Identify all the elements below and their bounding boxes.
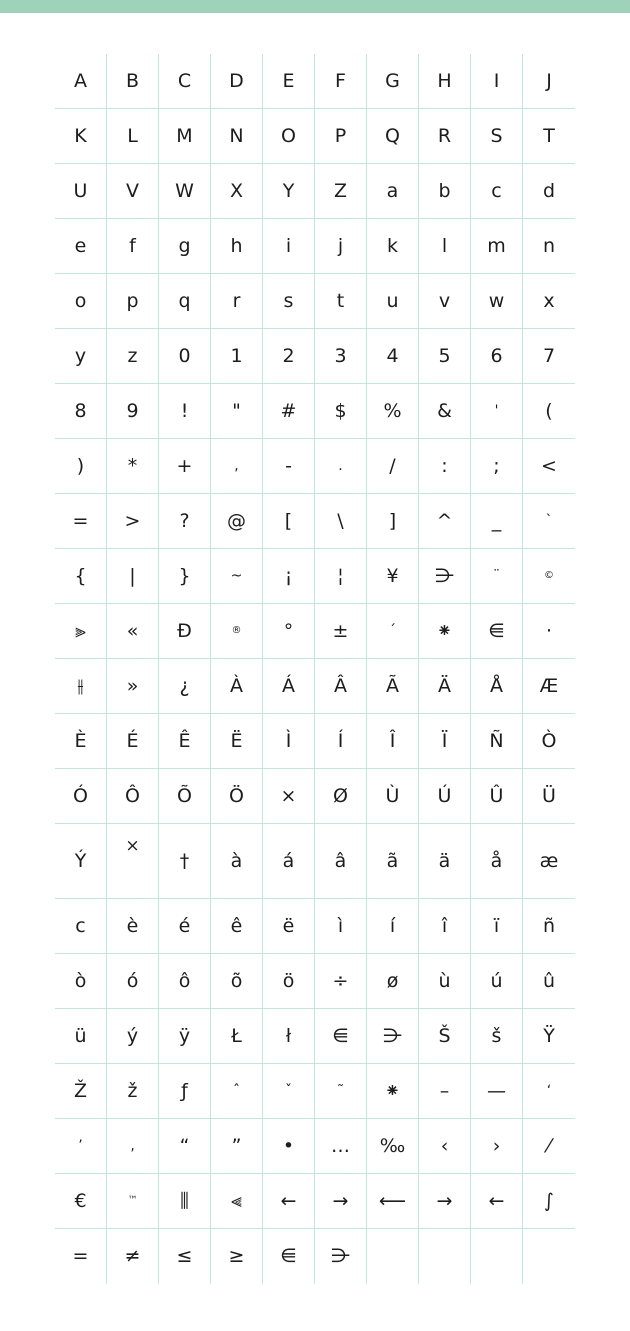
glyph-cell: ñ (523, 899, 575, 954)
glyph-cell: ! (159, 384, 211, 439)
glyph-cell: ^ (419, 494, 471, 549)
glyph-cell: Æ (523, 659, 575, 714)
glyph-cell: n (523, 219, 575, 274)
glyph-cell: [ (263, 494, 315, 549)
glyph-cell: C (159, 54, 211, 109)
glyph-cell: ’ (55, 1119, 107, 1174)
glyph-cell: ⁄ (523, 1119, 575, 1174)
glyph-cell: S (471, 109, 523, 164)
glyph-cell: ˜ (315, 1064, 367, 1119)
glyph-cell: X (211, 164, 263, 219)
glyph-cell: š (471, 1009, 523, 1064)
glyph-cell: = (55, 494, 107, 549)
glyph-cell: ⫼ (159, 1174, 211, 1229)
glyph-cell: v (419, 274, 471, 329)
glyph-cell: ‚ (107, 1119, 159, 1174)
glyph-cell: Û (471, 769, 523, 824)
glyph-cell: ⁕ (367, 1064, 419, 1119)
glyph-cell: Ä (419, 659, 471, 714)
glyph-cell: _ (471, 494, 523, 549)
glyph-cell: i (263, 219, 315, 274)
glyph-cell: j (315, 219, 367, 274)
glyph-cell: Î (367, 714, 419, 769)
glyph-cell: ⋹ (471, 604, 523, 659)
glyph-cell: ê (211, 899, 263, 954)
glyph-cell: ï (471, 899, 523, 954)
glyph-cell: Ö (211, 769, 263, 824)
glyph-cell: . (315, 439, 367, 494)
glyph-cell: D (211, 54, 263, 109)
glyph-cell: ] (367, 494, 419, 549)
glyph-cell: k (367, 219, 419, 274)
glyph-cell: O (263, 109, 315, 164)
glyph-cell: + (159, 439, 211, 494)
glyph-cell: ë (263, 899, 315, 954)
glyph-cell: Ì (263, 714, 315, 769)
glyph-cell: → (315, 1174, 367, 1229)
glyph-cell: ‰ (367, 1119, 419, 1174)
glyph-cell: ù (419, 954, 471, 1009)
glyph-cell: F (315, 54, 367, 109)
glyph-cell: L (107, 109, 159, 164)
glyph-cell: ≥ (211, 1229, 263, 1284)
glyph-cell: ˆ (211, 1064, 263, 1119)
glyph-cell: @ (211, 494, 263, 549)
glyph-cell: 7 (523, 329, 575, 384)
glyph-cell: , (211, 439, 263, 494)
glyph-cell: Z (315, 164, 367, 219)
glyph-cell (471, 1229, 523, 1284)
glyph-cell: © (523, 549, 575, 604)
glyph-cell: · (523, 604, 575, 659)
glyph-cell: ó (107, 954, 159, 1009)
glyph-cell: f (107, 219, 159, 274)
glyph-cell: ú (471, 954, 523, 1009)
glyph-cell: ´ (367, 604, 419, 659)
glyph-cell: o (55, 274, 107, 329)
glyph-cell: % (367, 384, 419, 439)
glyph-cell (367, 1229, 419, 1284)
glyph-cell: ¦ (315, 549, 367, 604)
glyph-cell: ò (55, 954, 107, 1009)
glyph-cell: t (315, 274, 367, 329)
glyph-cell: › (471, 1119, 523, 1174)
glyph-cell: ⟵ (367, 1174, 419, 1229)
glyph-cell: ≤ (159, 1229, 211, 1284)
glyph-cell: Ï (419, 714, 471, 769)
glyph-cell: B (107, 54, 159, 109)
glyph-cell: Y (263, 164, 315, 219)
glyph-cell: 3 (315, 329, 367, 384)
glyph-cell: J (523, 54, 575, 109)
glyph-cell: : (419, 439, 471, 494)
glyph-cell: M (159, 109, 211, 164)
glyph-cell: = (55, 1229, 107, 1284)
glyph-cell: Đ (159, 604, 211, 659)
glyph-cell: I (471, 54, 523, 109)
glyph-cell: ; (471, 439, 523, 494)
glyph-cell: ¥ (367, 549, 419, 604)
top-accent-bar (0, 0, 630, 13)
glyph-cell: T (523, 109, 575, 164)
glyph-cell: g (159, 219, 211, 274)
glyph-cell: c (471, 164, 523, 219)
glyph-cell: ± (315, 604, 367, 659)
glyph-cell: ? (159, 494, 211, 549)
glyph-cell: Ÿ (523, 1009, 575, 1064)
glyph-cell: ⫲ (55, 659, 107, 714)
glyph-cell: × (263, 769, 315, 824)
glyph-cell: ÷ (315, 954, 367, 1009)
glyph-cell: m (471, 219, 523, 274)
glyph-cell: Å (471, 659, 523, 714)
glyph-cell: & (419, 384, 471, 439)
glyph-cell: ⋺ (315, 1229, 367, 1284)
glyph-cell: Õ (159, 769, 211, 824)
glyph-cell: 5 (419, 329, 471, 384)
glyph-cell: x (523, 274, 575, 329)
glyph-cell: € (55, 1174, 107, 1229)
glyph-cell: ž (107, 1064, 159, 1119)
glyph-cell: Ã (367, 659, 419, 714)
glyph-cell: ° (263, 604, 315, 659)
glyph-cell: é (159, 899, 211, 954)
glyph-cell: Ô (107, 769, 159, 824)
glyph-cell: Ò (523, 714, 575, 769)
glyph-cell: Ú (419, 769, 471, 824)
glyph-cell: è (107, 899, 159, 954)
glyph-cell: ⫷ (211, 1174, 263, 1229)
glyph-cell: ⋺ (419, 549, 471, 604)
glyph-cell: } (159, 549, 211, 604)
glyph-cell: G (367, 54, 419, 109)
glyph-cell: { (55, 549, 107, 604)
glyph-cell: r (211, 274, 263, 329)
glyph-cell: b (419, 164, 471, 219)
glyph-cell: — (471, 1064, 523, 1119)
glyph-cell: ≠ (107, 1229, 159, 1284)
glyph-cell: U (55, 164, 107, 219)
glyph-cell: × (107, 824, 159, 899)
glyph-cell: w (471, 274, 523, 329)
glyph-cell: æ (523, 824, 575, 899)
glyph-cell: ø (367, 954, 419, 1009)
glyph-cell: “ (159, 1119, 211, 1174)
glyph-cell: V (107, 164, 159, 219)
glyph-cell: 8 (55, 384, 107, 439)
glyph-cell: Ñ (471, 714, 523, 769)
glyph-cell: e (55, 219, 107, 274)
glyph-cell: / (367, 439, 419, 494)
glyph-cell: → (419, 1174, 471, 1229)
glyph-cell: í (367, 899, 419, 954)
glyph-cell: ← (263, 1174, 315, 1229)
glyph-cell: ⫸ (55, 604, 107, 659)
glyph-cell: ← (471, 1174, 523, 1229)
glyph-cell: H (419, 54, 471, 109)
glyph-cell: u (367, 274, 419, 329)
glyph-cell: ` (523, 494, 575, 549)
glyph-cell: Ó (55, 769, 107, 824)
glyph-cell: l (419, 219, 471, 274)
glyph-cell: ‘ (523, 1064, 575, 1119)
glyph-cell (419, 1229, 471, 1284)
glyph-cell: Ù (367, 769, 419, 824)
glyph-cell: ¡ (263, 549, 315, 604)
glyph-cell: # (263, 384, 315, 439)
glyph-cell: W (159, 164, 211, 219)
glyph-cell: â (315, 824, 367, 899)
glyph-cell: Ë (211, 714, 263, 769)
glyph-cell: Ł (211, 1009, 263, 1064)
glyph-cell: å (471, 824, 523, 899)
glyph-cell: ⋹ (315, 1009, 367, 1064)
glyph-cell: P (315, 109, 367, 164)
glyph-cell: 4 (367, 329, 419, 384)
glyph-cell: K (55, 109, 107, 164)
glyph-cell: ” (211, 1119, 263, 1174)
glyph-cell: h (211, 219, 263, 274)
glyph-cell: ł (263, 1009, 315, 1064)
glyph-cell: ä (419, 824, 471, 899)
glyph-cell: Ý (55, 824, 107, 899)
glyph-cell: d (523, 164, 575, 219)
glyph-cell: õ (211, 954, 263, 1009)
glyph-cell: É (107, 714, 159, 769)
glyph-cell: \ (315, 494, 367, 549)
glyph-cell: p (107, 274, 159, 329)
glyph-cell: y (55, 329, 107, 384)
glyph-cell: 9 (107, 384, 159, 439)
glyph-cell: ý (107, 1009, 159, 1064)
glyph-cell: û (523, 954, 575, 1009)
glyph-cell: Ü (523, 769, 575, 824)
glyph-cell: Á (263, 659, 315, 714)
glyph-cell: ˇ (263, 1064, 315, 1119)
glyph-cell: E (263, 54, 315, 109)
glyph-cell: ƒ (159, 1064, 211, 1119)
glyph-cell: 2 (263, 329, 315, 384)
glyph-cell: † (159, 824, 211, 899)
glyph-cell: ® (211, 604, 263, 659)
glyph-cell: – (419, 1064, 471, 1119)
glyph-cell: À (211, 659, 263, 714)
glyph-cell: ã (367, 824, 419, 899)
glyph-cell: î (419, 899, 471, 954)
glyph-cell: Â (315, 659, 367, 714)
glyph-cell: ) (55, 439, 107, 494)
glyph-cell (523, 1229, 575, 1284)
glyph-cell: ÿ (159, 1009, 211, 1064)
glyph-cell: 6 (471, 329, 523, 384)
glyph-cell: Q (367, 109, 419, 164)
glyph-cell: R (419, 109, 471, 164)
glyph-cell: ¿ (159, 659, 211, 714)
glyph-cell: ™ (107, 1174, 159, 1229)
glyph-cell: ⋹ (263, 1229, 315, 1284)
glyph-cell: $ (315, 384, 367, 439)
glyph-cell: Ž (55, 1064, 107, 1119)
glyph-grid (55, 54, 575, 1284)
glyph-cell: ‹ (419, 1119, 471, 1174)
glyph-cell: 0 (159, 329, 211, 384)
glyph-cell: ¨ (471, 549, 523, 604)
glyph-cell: Š (419, 1009, 471, 1064)
glyph-cell: ⋺ (367, 1009, 419, 1064)
glyph-cell: | (107, 549, 159, 604)
glyph-cell: á (263, 824, 315, 899)
glyph-cell: ì (315, 899, 367, 954)
glyph-cell: È (55, 714, 107, 769)
glyph-cell: q (159, 274, 211, 329)
glyph-cell: z (107, 329, 159, 384)
glyph-cell: > (107, 494, 159, 549)
glyph-cell: A (55, 54, 107, 109)
glyph-cell: - (263, 439, 315, 494)
glyph-cell: ~ (211, 549, 263, 604)
glyph-cell: Ø (315, 769, 367, 824)
glyph-cell: ' (471, 384, 523, 439)
glyph-cell: c (55, 899, 107, 954)
glyph-cell: ü (55, 1009, 107, 1064)
glyph-cell: ô (159, 954, 211, 1009)
glyph-cell: « (107, 604, 159, 659)
glyph-cell: ( (523, 384, 575, 439)
glyph-cell: s (263, 274, 315, 329)
glyph-cell: a (367, 164, 419, 219)
glyph-cell: " (211, 384, 263, 439)
glyph-cell: ∫ (523, 1174, 575, 1229)
glyph-cell: N (211, 109, 263, 164)
glyph-cell: à (211, 824, 263, 899)
glyph-cell: » (107, 659, 159, 714)
glyph-cell: … (315, 1119, 367, 1174)
glyph-cell: Ê (159, 714, 211, 769)
glyph-cell: < (523, 439, 575, 494)
glyph-cell: * (107, 439, 159, 494)
glyph-cell: Í (315, 714, 367, 769)
glyph-cell: • (263, 1119, 315, 1174)
glyph-cell: ⁕ (419, 604, 471, 659)
glyph-cell: ö (263, 954, 315, 1009)
glyph-cell: 1 (211, 329, 263, 384)
